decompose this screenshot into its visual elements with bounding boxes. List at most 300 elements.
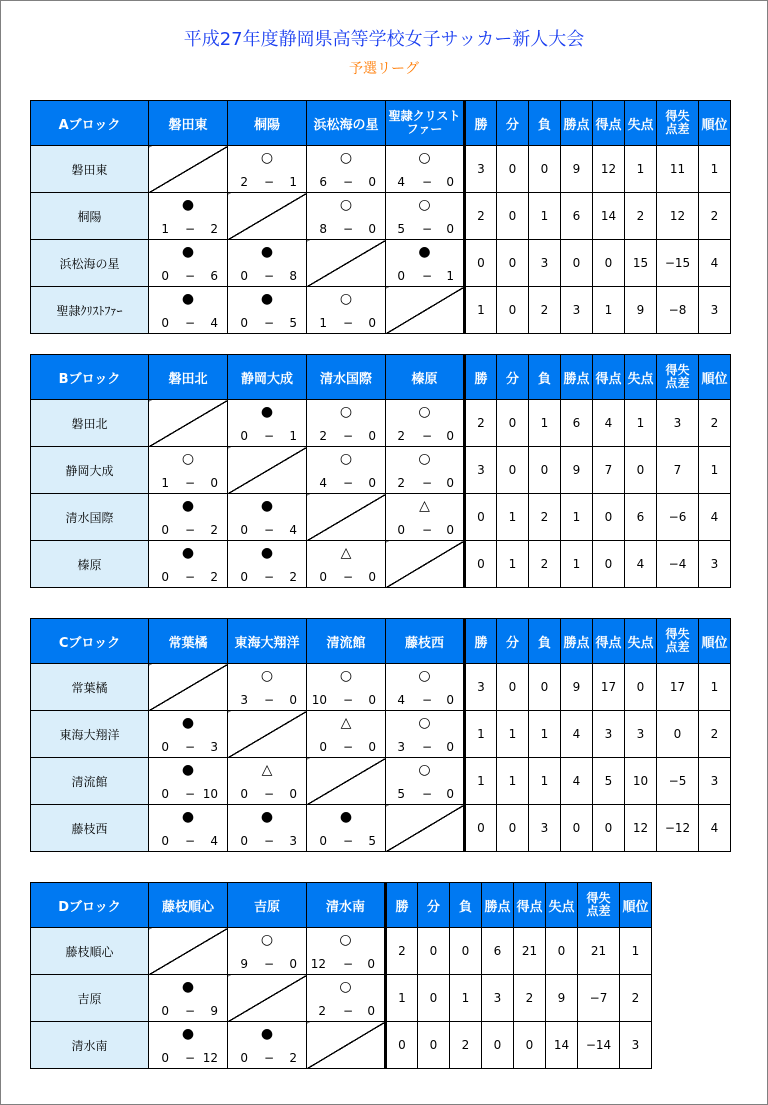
goals-against: 0 [446, 175, 454, 189]
match-result-cell [386, 240, 465, 287]
win-mark-icon: ○ [181, 451, 195, 467]
score-dash: − [185, 570, 196, 584]
score-dash: − [264, 834, 275, 848]
score [307, 957, 384, 971]
team-row [31, 193, 731, 240]
stat-value: 0 [465, 541, 497, 588]
stat-value: 0 [625, 664, 657, 711]
stat-value: −12 [657, 805, 699, 852]
win-mark-icon: ○ [418, 762, 431, 778]
score-dash: − [264, 1051, 275, 1065]
stat-value: 1 [497, 541, 529, 588]
stat-value: −7 [578, 975, 620, 1022]
header-team: 吉原 [228, 883, 307, 928]
self-match-cell [307, 1022, 386, 1069]
match-result-cell [228, 664, 307, 711]
goals-for: 0 [397, 269, 405, 283]
goals-against: 0 [368, 175, 376, 189]
score [228, 523, 306, 537]
stat-value: 2 [465, 400, 497, 447]
stat-value: 1 [386, 975, 418, 1022]
stat-value: 0 [497, 447, 529, 494]
win-mark-icon: ○ [418, 668, 431, 684]
stat-value: 11 [657, 146, 699, 193]
stat-header: 勝 [465, 101, 497, 146]
goals-for: 0 [240, 269, 248, 283]
stat-header: 勝点 [482, 883, 514, 928]
self-match-cell [386, 287, 465, 334]
stat-value: 9 [546, 975, 578, 1022]
match-result [307, 975, 384, 1021]
score [228, 429, 306, 443]
stat-value: 1 [529, 758, 561, 805]
match-result [307, 928, 384, 974]
loss-mark-icon: ● [181, 197, 195, 213]
stat-value: 2 [699, 193, 731, 240]
stat-value: 14 [593, 193, 625, 240]
stat-value: 1 [699, 447, 731, 494]
stat-value: 4 [625, 541, 657, 588]
loss-mark-icon: ● [260, 404, 274, 420]
header-team: 常葉橘 [149, 619, 228, 664]
match-result-cell [228, 240, 307, 287]
stat-value: 0 [450, 928, 482, 975]
stat-value: 0 [465, 805, 497, 852]
stat-header: 得点 [514, 883, 546, 928]
match-result-cell [149, 711, 228, 758]
goals-against: 2 [289, 570, 297, 584]
goals-against: 0 [446, 476, 454, 490]
stat-value: 3 [465, 146, 497, 193]
goals-for: 0 [161, 316, 169, 330]
stat-value: 0 [529, 146, 561, 193]
team-row [31, 975, 652, 1022]
stat-value: 3 [465, 664, 497, 711]
stat-header: 失点 [546, 883, 578, 928]
goals-against: 1 [289, 175, 297, 189]
win-mark-icon: ○ [418, 197, 431, 213]
score [228, 175, 306, 189]
stat-header: 得失点差 [657, 619, 699, 664]
goals-against: 0 [368, 740, 376, 754]
stat-value: 3 [620, 1022, 652, 1069]
match-result-cell [228, 1022, 307, 1069]
stat-header: 失点 [625, 101, 657, 146]
match-result-cell [228, 494, 307, 541]
score [228, 316, 306, 330]
stat-value: 2 [625, 193, 657, 240]
stat-value: 1 [625, 146, 657, 193]
self-match-cell [307, 240, 386, 287]
stat-value: 0 [497, 664, 529, 711]
stat-value: −6 [657, 494, 699, 541]
goals-against: 0 [368, 570, 376, 584]
goals-for: 2 [397, 429, 405, 443]
team-row [31, 494, 731, 541]
team-row [31, 541, 731, 588]
loss-mark-icon: ● [181, 1026, 195, 1042]
score-dash: − [264, 957, 275, 971]
stat-value: 14 [546, 1022, 578, 1069]
match-result [228, 805, 306, 851]
stat-value: 3 [699, 287, 731, 334]
loss-mark-icon: ● [181, 715, 195, 731]
loss-mark-icon: ● [181, 762, 195, 778]
score [386, 269, 463, 283]
row-team-name: 榛原 [31, 541, 149, 588]
match-result-cell [307, 711, 386, 758]
loss-mark-icon: ● [260, 1026, 274, 1042]
match-result-cell [149, 1022, 228, 1069]
score [149, 222, 227, 236]
goals-against: 0 [368, 693, 376, 707]
goals-against: 2 [210, 570, 218, 584]
score [386, 787, 463, 801]
stat-value: 0 [418, 975, 450, 1022]
loss-mark-icon: ● [260, 809, 274, 825]
match-result-cell [307, 447, 386, 494]
header-team: 清流館 [307, 619, 386, 664]
match-result-cell [386, 494, 465, 541]
goals-against: 10 [202, 787, 218, 801]
row-team-name: 磐田東 [31, 146, 149, 193]
stat-value: 0 [514, 1022, 546, 1069]
goals-for: 0 [161, 787, 169, 801]
block-name: Bブロック [31, 355, 149, 400]
stat-value: 3 [561, 287, 593, 334]
stat-value: 2 [386, 928, 418, 975]
match-result-cell [386, 758, 465, 805]
header-team: 桐陽 [228, 101, 307, 146]
goals-for: 0 [240, 523, 248, 537]
score [307, 222, 385, 236]
stat-value: 2 [529, 287, 561, 334]
score-dash: − [422, 429, 433, 443]
score-dash: − [185, 787, 196, 801]
win-mark-icon: ○ [339, 668, 353, 684]
goals-for: 0 [161, 1004, 169, 1018]
team-row [31, 758, 731, 805]
stat-header: 失点 [625, 355, 657, 400]
header-team: 磐田北 [149, 355, 228, 400]
stat-value: 1 [625, 400, 657, 447]
score-dash: − [422, 222, 433, 236]
stat-value: 4 [561, 758, 593, 805]
match-result [386, 494, 463, 540]
score [228, 1051, 306, 1065]
match-result [386, 193, 463, 239]
score-dash: − [264, 269, 275, 283]
match-result [149, 447, 227, 493]
stat-header: 得点 [593, 101, 625, 146]
self-match-cell [228, 193, 307, 240]
score-dash: − [422, 693, 433, 707]
goals-against: 1 [446, 269, 454, 283]
loss-mark-icon: ● [181, 809, 195, 825]
goals-for: 3 [240, 693, 248, 707]
stat-value: 1 [529, 711, 561, 758]
stat-value: 7 [593, 447, 625, 494]
goals-against: 0 [210, 476, 218, 490]
draw-mark-icon: △ [261, 762, 273, 778]
stat-value: 3 [593, 711, 625, 758]
stat-value: 1 [465, 287, 497, 334]
stat-value: 2 [529, 541, 561, 588]
stat-value: 3 [699, 758, 731, 805]
match-result [228, 287, 306, 333]
goals-for: 0 [240, 1051, 248, 1065]
goals-for: 4 [397, 175, 405, 189]
match-result [386, 146, 463, 192]
match-result-cell [149, 541, 228, 588]
score [149, 269, 227, 283]
match-result [307, 664, 385, 710]
score [386, 429, 463, 443]
match-result-cell [228, 758, 307, 805]
goals-for: 0 [161, 523, 169, 537]
score [307, 429, 385, 443]
match-result [386, 447, 463, 493]
goals-for: 0 [240, 834, 248, 848]
goals-against: 6 [210, 269, 218, 283]
stat-value: 2 [465, 193, 497, 240]
match-result [386, 758, 463, 804]
score-dash: − [264, 175, 275, 189]
match-result [307, 146, 385, 192]
loss-mark-icon: ● [260, 291, 274, 307]
goals-against: 0 [446, 787, 454, 801]
goals-against: 2 [210, 523, 218, 537]
match-result-cell [386, 193, 465, 240]
stat-value: 0 [465, 494, 497, 541]
goals-for: 1 [161, 476, 169, 490]
stat-value: 6 [625, 494, 657, 541]
team-row [31, 928, 652, 975]
stat-value: 3 [529, 805, 561, 852]
goals-for: 4 [319, 476, 327, 490]
loss-mark-icon: ● [181, 545, 195, 561]
team-row [31, 447, 731, 494]
stat-value: 4 [699, 805, 731, 852]
stat-header: 負 [529, 101, 561, 146]
score-dash: − [185, 269, 196, 283]
stat-value: 2 [699, 711, 731, 758]
score-dash: − [343, 175, 354, 189]
score [149, 316, 227, 330]
stat-value: 1 [593, 287, 625, 334]
stat-value: 0 [593, 805, 625, 852]
match-result [228, 541, 306, 587]
match-result-cell [149, 193, 228, 240]
row-team-name: 桐陽 [31, 193, 149, 240]
goals-for: 2 [318, 1004, 326, 1018]
win-mark-icon: ○ [260, 668, 274, 684]
goals-against: 8 [289, 269, 297, 283]
goals-for: 2 [319, 429, 327, 443]
stat-value: 9 [561, 146, 593, 193]
stat-value: 0 [546, 928, 578, 975]
stat-value: 2 [450, 1022, 482, 1069]
score-dash: − [343, 429, 354, 443]
stat-value: 1 [465, 711, 497, 758]
match-result [228, 146, 306, 192]
score [149, 1004, 227, 1018]
win-mark-icon: ○ [339, 979, 352, 995]
score-dash: − [264, 429, 275, 443]
match-result [149, 193, 227, 239]
goals-against: 0 [446, 740, 454, 754]
match-result-cell [228, 928, 307, 975]
match-result [149, 758, 227, 804]
goals-for: 0 [319, 834, 327, 848]
match-result-cell [386, 400, 465, 447]
league-table-b [30, 354, 731, 588]
score-dash: − [422, 740, 433, 754]
stat-value: 1 [450, 975, 482, 1022]
match-result [307, 447, 385, 493]
score [307, 570, 385, 584]
stat-value: 0 [561, 240, 593, 287]
match-result [228, 494, 306, 540]
score [307, 1004, 384, 1018]
stat-value: 0 [497, 287, 529, 334]
header-team: 磐田東 [149, 101, 228, 146]
stat-header: 得失点差 [578, 883, 620, 928]
stat-header: 得失点差 [657, 101, 699, 146]
stat-value: 6 [482, 928, 514, 975]
score-dash: − [422, 175, 433, 189]
score-dash: − [185, 476, 196, 490]
win-mark-icon: ○ [339, 291, 353, 307]
block-name: Dブロック [31, 883, 149, 928]
stat-value: 0 [593, 494, 625, 541]
header-row [31, 101, 731, 146]
self-match-cell [149, 146, 228, 193]
row-team-name: 常葉橘 [31, 664, 149, 711]
header-row [31, 883, 652, 928]
match-result-cell [307, 541, 386, 588]
row-team-name: 清水南 [31, 1022, 149, 1069]
score-dash: − [264, 693, 275, 707]
score [386, 222, 463, 236]
goals-against: 9 [210, 1004, 218, 1018]
header-row [31, 619, 731, 664]
goals-for: 0 [161, 740, 169, 754]
score [228, 269, 306, 283]
goals-against: 12 [202, 1051, 218, 1065]
score-dash: − [185, 834, 196, 848]
self-match-cell [386, 541, 465, 588]
score [228, 957, 306, 971]
goals-against: 0 [368, 316, 376, 330]
win-mark-icon: ○ [418, 451, 431, 467]
score-dash: − [185, 316, 196, 330]
block-name: Aブロック [31, 101, 149, 146]
stat-value: 0 [561, 805, 593, 852]
loss-mark-icon: ● [181, 291, 195, 307]
stat-value: 4 [593, 400, 625, 447]
goals-against: 3 [210, 740, 218, 754]
match-result [307, 541, 385, 587]
goals-against: 2 [289, 1051, 297, 1065]
goals-against: 4 [210, 316, 218, 330]
goals-for: 0 [161, 834, 169, 848]
league-table-c [30, 618, 731, 852]
score [149, 787, 227, 801]
stat-value: 2 [514, 975, 546, 1022]
stat-value: −5 [657, 758, 699, 805]
draw-mark-icon: △ [340, 545, 352, 561]
score-dash: − [422, 476, 433, 490]
match-result [386, 711, 463, 757]
score-dash: − [343, 476, 354, 490]
goals-for: 1 [161, 222, 169, 236]
goals-for: 0 [240, 787, 248, 801]
match-result [149, 711, 227, 757]
self-match-cell [228, 975, 307, 1022]
stat-value: 3 [529, 240, 561, 287]
match-result-cell [386, 447, 465, 494]
stat-value: 9 [561, 447, 593, 494]
header-team: 浜松海の星 [307, 101, 386, 146]
score [386, 693, 463, 707]
match-result [149, 240, 227, 286]
header-team: 清水南 [307, 883, 386, 928]
goals-for: 0 [161, 1051, 169, 1065]
match-result [307, 400, 385, 446]
win-mark-icon: ○ [339, 150, 353, 166]
row-team-name: 清流館 [31, 758, 149, 805]
goals-against: 1 [289, 429, 297, 443]
score [149, 570, 227, 584]
page-title: 平成27年度静岡県高等学校女子サッカー新人大会 [183, 29, 585, 50]
self-match-cell [149, 928, 228, 975]
score-dash: − [264, 523, 275, 537]
self-match-cell [307, 758, 386, 805]
goals-for: 6 [319, 175, 327, 189]
goals-for: 0 [397, 523, 405, 537]
score [386, 476, 463, 490]
goals-against: 5 [289, 316, 297, 330]
header-row [31, 355, 731, 400]
stat-header: 得点 [593, 355, 625, 400]
stat-value: 4 [699, 240, 731, 287]
goals-for: 0 [319, 570, 327, 584]
self-match-cell [228, 711, 307, 758]
goals-for: 0 [240, 570, 248, 584]
stat-value: 0 [497, 805, 529, 852]
match-result-cell [307, 664, 386, 711]
match-result-cell [228, 287, 307, 334]
stat-value: 1 [465, 758, 497, 805]
match-result [228, 240, 306, 286]
score [307, 740, 385, 754]
loss-mark-icon: ● [260, 545, 274, 561]
win-mark-icon: ○ [339, 197, 353, 213]
team-row [31, 400, 731, 447]
goals-for: 10 [311, 693, 327, 707]
score [228, 693, 306, 707]
stat-value: 6 [561, 400, 593, 447]
goals-against: 0 [368, 222, 376, 236]
stat-header: 得点 [593, 619, 625, 664]
score-dash: − [422, 523, 433, 537]
stat-header: 勝 [465, 355, 497, 400]
score-dash: − [343, 316, 354, 330]
match-result-cell [228, 400, 307, 447]
goals-against: 0 [367, 1004, 375, 1018]
goals-for: 2 [240, 175, 248, 189]
